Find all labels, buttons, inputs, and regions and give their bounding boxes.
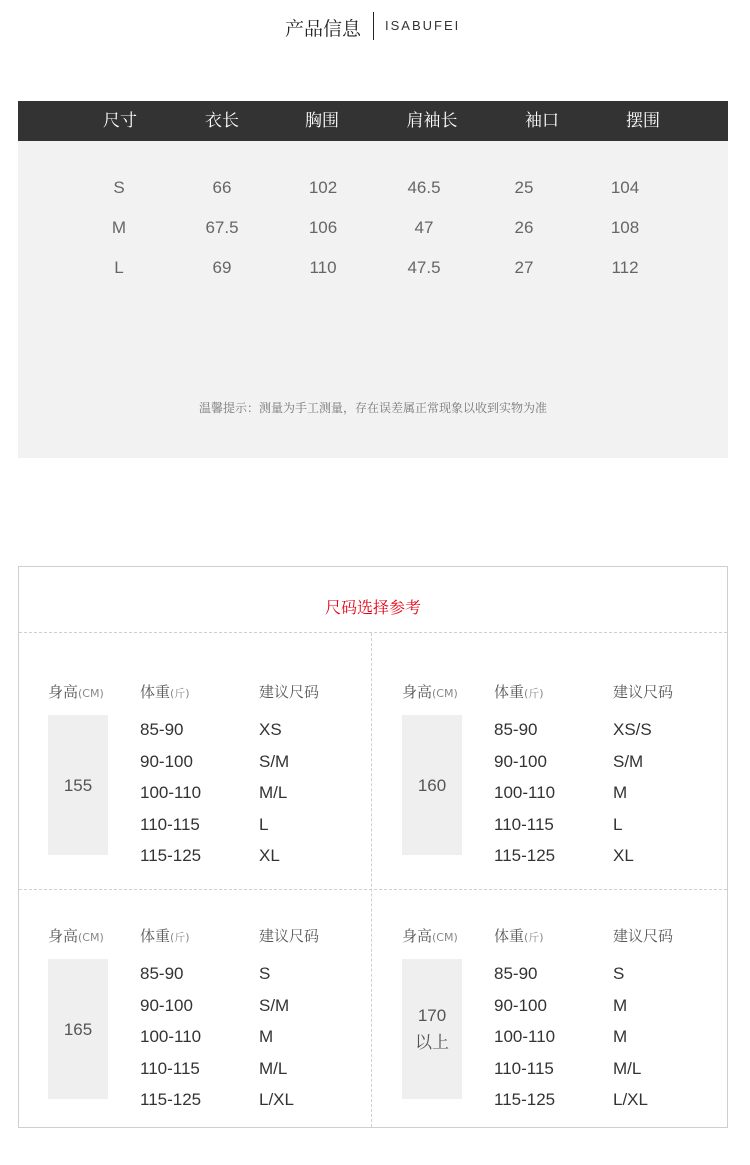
size-table	[18, 101, 728, 458]
list-item: S	[613, 964, 625, 983]
height-value: 155	[48, 715, 108, 855]
list-item: 100-110	[140, 1027, 202, 1046]
list-item: 110-115	[140, 814, 200, 834]
list-item: XL	[613, 846, 634, 865]
list-item: 85-90	[494, 964, 538, 983]
divider	[19, 632, 727, 633]
list-item: XS/S	[613, 720, 652, 739]
list-item: 115-125	[494, 846, 556, 865]
list-item: L	[259, 814, 269, 834]
list-item: M	[613, 995, 628, 1015]
list-item: 85-90	[494, 720, 538, 739]
size-guide-title: 尺码选择参考	[324, 598, 421, 617]
weight-list	[494, 958, 555, 1116]
table-cell: 47.5	[407, 258, 441, 277]
weight-header: 体重(斤)	[494, 683, 544, 701]
title-divider	[373, 12, 374, 40]
list-item: M	[259, 1027, 274, 1046]
list-item: 110-115	[494, 814, 554, 834]
size-header: 建议尺码	[259, 927, 320, 945]
list-item: 115-125	[140, 1090, 202, 1109]
table-cell: M	[111, 218, 127, 237]
table-cell: 106	[308, 218, 338, 237]
list-item: 100-110	[494, 783, 556, 802]
height-header: 身高(CM)	[48, 927, 104, 945]
table-cell: 47	[414, 218, 434, 237]
column-header: 胸围	[305, 111, 339, 131]
height-header: 身高(CM)	[402, 683, 458, 701]
table-cell: 46.5	[407, 178, 441, 197]
size-list	[259, 958, 294, 1116]
table-cell: 69	[212, 258, 232, 277]
size-list	[613, 714, 652, 872]
table-cell: 67.5	[205, 218, 239, 237]
size-guide	[18, 566, 728, 1128]
table-cell: 112	[611, 258, 639, 277]
table-cell: 27	[514, 258, 534, 277]
list-item: L	[613, 814, 623, 834]
table-cell: S	[113, 178, 125, 197]
list-item: 115-125	[140, 846, 202, 865]
list-item: 90-100	[494, 995, 547, 1015]
size-header: 建议尺码	[613, 683, 674, 701]
list-item: 100-110	[140, 783, 202, 802]
table-cell: 25	[514, 178, 534, 197]
list-item: 85-90	[140, 720, 184, 739]
brand-name: ISABUFEI	[385, 18, 461, 33]
size-list	[259, 714, 289, 872]
list-item: M/L	[259, 783, 288, 802]
height-value: 160	[402, 715, 462, 855]
table-cell: 102	[308, 178, 338, 197]
size-list	[613, 958, 648, 1116]
weight-list	[494, 714, 555, 872]
weight-header: 体重(斤)	[140, 927, 190, 945]
page-title: 产品信息	[285, 18, 362, 40]
weight-list	[140, 714, 201, 872]
table-row	[18, 253, 728, 283]
column-header: 衣长	[205, 111, 239, 131]
list-item: M	[613, 1027, 628, 1046]
table-cell: L	[114, 258, 124, 277]
column-header: 袖口	[525, 111, 559, 131]
list-item: M/L	[613, 1058, 642, 1078]
list-item: XL	[259, 846, 280, 865]
list-item: 85-90	[140, 964, 184, 983]
list-item: S	[259, 964, 271, 983]
list-item: S/M	[613, 751, 644, 771]
table-cell: 66	[212, 178, 232, 197]
list-item: S/M	[259, 751, 290, 771]
size-guide-quadrant	[402, 681, 750, 921]
list-item: M/L	[259, 1058, 288, 1078]
table-cell: 104	[610, 178, 640, 197]
size-guide-quadrant	[48, 681, 402, 921]
list-item: 100-110	[494, 1027, 556, 1046]
list-item: 90-100	[140, 751, 193, 771]
weight-header: 体重(斤)	[140, 683, 190, 701]
list-item: S/M	[259, 995, 290, 1015]
size-guide-quadrant	[402, 925, 750, 1165]
list-item: 110-115	[494, 1058, 554, 1078]
list-item: 90-100	[494, 751, 547, 771]
size-header: 建议尺码	[613, 927, 674, 945]
size-guide-quadrant	[48, 925, 402, 1165]
list-item: M	[613, 783, 628, 802]
table-row	[18, 213, 728, 243]
weight-header: 体重(斤)	[494, 927, 544, 945]
measurement-note: 温馨提示：测量为手工测量，存在误差属正常现象以收到实物为准	[198, 401, 547, 415]
table-cell: 26	[514, 218, 534, 237]
column-header: 肩袖长	[406, 111, 458, 131]
height-header: 身高(CM)	[48, 683, 104, 701]
weight-list	[140, 958, 201, 1116]
size-table-header	[18, 101, 728, 141]
table-cell: 108	[610, 218, 640, 237]
table-cell: 110	[309, 258, 337, 277]
list-item: L/XL	[613, 1090, 648, 1109]
height-value: 165	[48, 959, 108, 1099]
list-item: 110-115	[140, 1058, 200, 1078]
list-item: 115-125	[494, 1090, 556, 1109]
list-item: XS	[259, 720, 282, 739]
page-header	[0, 12, 750, 42]
size-header: 建议尺码	[259, 683, 320, 701]
list-item: 90-100	[140, 995, 193, 1015]
list-item: L/XL	[259, 1090, 294, 1109]
height-value: 170 以上	[402, 959, 462, 1099]
table-row	[18, 173, 728, 203]
column-header: 摆围	[626, 111, 660, 131]
height-header: 身高(CM)	[402, 927, 458, 945]
column-header: 尺寸	[103, 111, 137, 131]
